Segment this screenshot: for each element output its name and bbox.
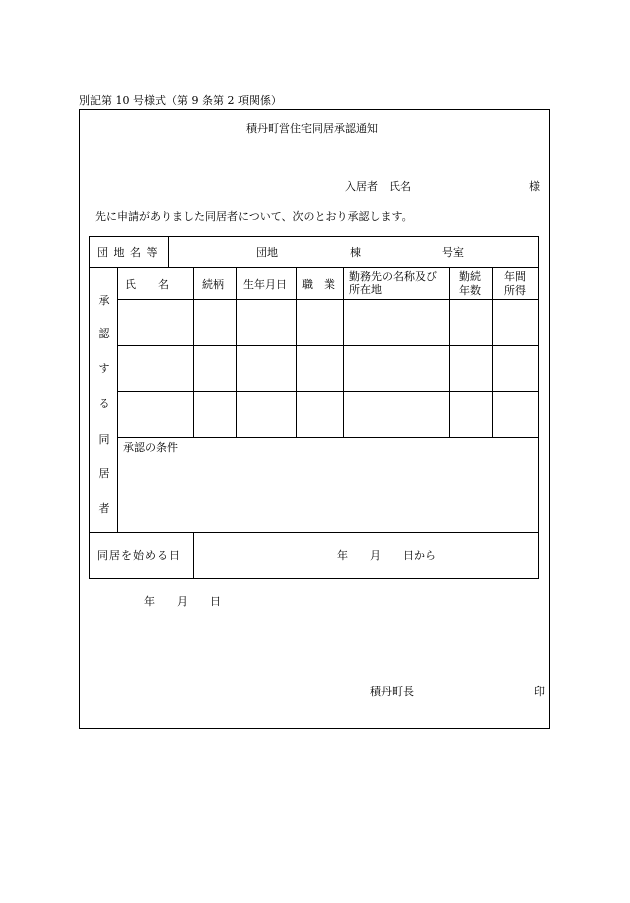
col-header-name: 氏 名 bbox=[125, 278, 169, 291]
side-label-char: 承 bbox=[98, 294, 110, 307]
complex-unit: 団地 bbox=[256, 246, 278, 259]
row-divider bbox=[89, 267, 539, 268]
row-divider bbox=[117, 437, 539, 438]
col-header-relation: 続柄 bbox=[202, 278, 224, 291]
side-label-char: す bbox=[98, 362, 110, 375]
col-divider bbox=[343, 267, 344, 438]
notice-title: 積丹町営住宅同居承認通知 bbox=[246, 122, 378, 135]
honorific: 様 bbox=[529, 180, 540, 193]
intro-text: 先に申請がありました同居者について、次のとおり承認します。 bbox=[95, 210, 413, 223]
form-reference: 別記第 10 号様式（第 9 条第 2 項関係） bbox=[79, 94, 282, 107]
col-divider bbox=[449, 267, 450, 438]
col-header-income-2: 所得 bbox=[504, 284, 526, 297]
room-unit: 号室 bbox=[442, 246, 464, 259]
side-label-char: 同 bbox=[98, 433, 110, 446]
side-label-char: る bbox=[98, 397, 110, 410]
conditions-label: 承認の条件 bbox=[123, 441, 178, 454]
col-divider bbox=[492, 267, 493, 438]
col-header-tenure-2: 年数 bbox=[459, 284, 481, 297]
complex-label: 団 地 名 等 bbox=[97, 246, 159, 259]
issuer: 積丹町長 bbox=[370, 685, 414, 698]
side-label-char: 居 bbox=[98, 467, 110, 480]
col-divider bbox=[193, 532, 194, 579]
start-date-label: 同居を始める日 bbox=[97, 549, 181, 562]
col-divider bbox=[296, 267, 297, 438]
col-header-tenure-1: 勤続 bbox=[459, 270, 481, 283]
col-header-birthdate: 生年月日 bbox=[243, 278, 287, 291]
col-divider bbox=[236, 267, 237, 438]
row-divider bbox=[89, 532, 539, 533]
col-divider bbox=[168, 236, 169, 268]
issue-date: 年 月 日 bbox=[144, 595, 221, 608]
side-label-char: 者 bbox=[98, 502, 110, 515]
row-divider bbox=[117, 299, 539, 300]
col-divider bbox=[117, 267, 118, 533]
start-date-value: 年 月 日から bbox=[337, 549, 436, 562]
building-unit: 棟 bbox=[350, 246, 361, 259]
row-divider bbox=[117, 391, 539, 392]
addressee-label: 入居者 氏名 bbox=[345, 180, 411, 193]
col-divider bbox=[193, 267, 194, 438]
col-header-occupation: 職 業 bbox=[302, 278, 335, 291]
row-divider bbox=[117, 345, 539, 346]
seal-mark: 印 bbox=[534, 685, 545, 698]
side-label-char: 認 bbox=[98, 327, 110, 340]
col-header-workplace: 勤務先の名称及び所在地 bbox=[349, 270, 437, 297]
col-header-income-1: 年間 bbox=[504, 270, 526, 283]
